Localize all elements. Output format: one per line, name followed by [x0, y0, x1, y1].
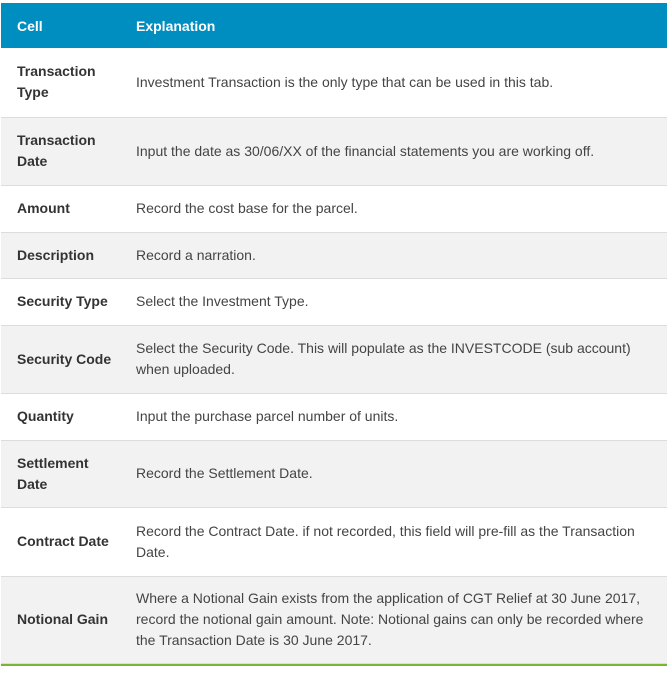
cell-explanation: Investment Transaction is the only type that can be used in this tab.	[119, 48, 667, 117]
cell-explanation: Input the date as 30/06/XX of the financial statements you are working off.	[119, 117, 667, 185]
table-row	[1, 48, 667, 117]
cell-explanation: Record the Contract Date. if not recorded, this field will pre-fill as the Transaction Date.	[119, 507, 667, 576]
cell-explanation: Record a narration.	[119, 232, 667, 278]
cell-explanation: Record the Settlement Date.	[119, 440, 667, 507]
cell-name: Settlement Date	[1, 440, 119, 507]
table-row	[1, 507, 667, 576]
cell-name: Contract Date	[1, 507, 119, 576]
table-row	[1, 393, 667, 440]
table-row	[1, 232, 667, 278]
cell-name: Amount	[1, 185, 119, 232]
table-row	[1, 185, 667, 232]
explanation-table	[1, 3, 667, 664]
column-header-explanation: Explanation	[119, 3, 667, 48]
cell-name: Security Code	[1, 325, 119, 393]
table-row	[1, 325, 667, 393]
cell-name: Notional Gain	[1, 576, 119, 663]
table-header	[1, 3, 667, 48]
table-body	[1, 48, 667, 663]
cell-name: Transaction Date	[1, 117, 119, 185]
cell-explanation: Input the purchase parcel number of units.	[119, 393, 667, 440]
cell-name: Description	[1, 232, 119, 278]
table-row	[1, 278, 667, 325]
cell-name: Security Type	[1, 278, 119, 325]
table-row	[1, 576, 667, 663]
cell-explanation: Select the Security Code. This will populate as the INVESTCODE (sub account) when uploaded.	[119, 325, 667, 393]
table-row	[1, 440, 667, 507]
table-row	[1, 117, 667, 185]
column-header-cell: Cell	[1, 3, 119, 48]
table-header-row	[1, 3, 667, 48]
cell-explanation: Record the cost base for the parcel.	[119, 185, 667, 232]
cell-explanation: Where a Notional Gain exists from the application of CGT Relief at 30 June 2017, record the notional gain amount. Note: Notional gains can only be recorded where the Transaction Date is 30 June 2017.	[119, 576, 667, 663]
explanation-table-container	[1, 3, 667, 666]
cell-name: Transaction Type	[1, 48, 119, 117]
cell-name: Quantity	[1, 393, 119, 440]
cell-explanation: Select the Investment Type.	[119, 278, 667, 325]
